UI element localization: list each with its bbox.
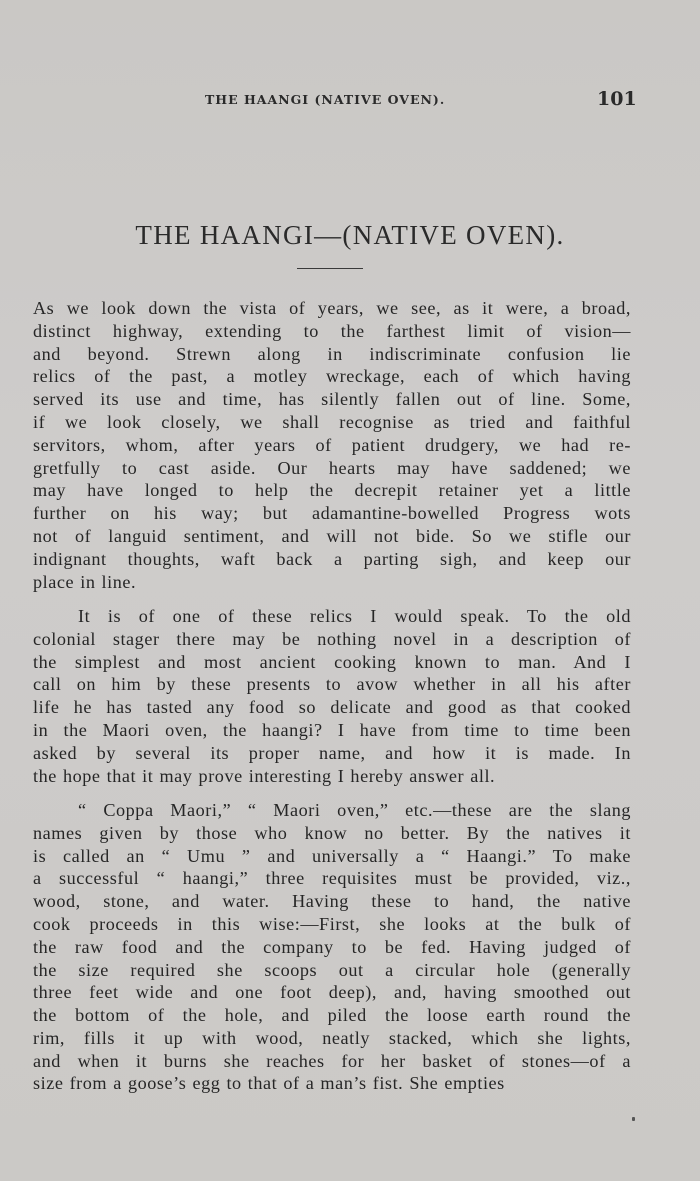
text-line: the raw food and the company to be fed. Having judged of [33,936,631,957]
title-rule [297,268,363,269]
text-line: distinct highway, extending to the farthest limit of vision— [33,320,631,341]
text-line: wood, stone, and water. Having these to hand, the native [33,891,631,912]
chapter-title: THE HAANGI—(NATIVE OVEN). [135,220,565,250]
text-line: not of languid sentiment, and will not bide. So we stifle our [33,525,631,546]
text-line: “ Coppa Maori,” “ Maori oven,” etc.—these are the slang [78,799,631,820]
text-line: life he has tasted any food so delicate and good as that cooked [33,697,631,718]
text-line: relics of the past, a motley wreckage, each of which having [33,366,631,387]
text-line: the simplest and most ancient cooking known to man. And I [33,651,631,672]
text-line: if we look closely, we shall recognise as tried and faithful [33,411,631,432]
text-line: in the Maori oven, the haangi? I have from time to time been [33,719,631,740]
text-line: further on his way; but adamantine-bowelled Progress wots [33,503,631,524]
running-head: THE HAANGI (NATIVE OVEN). [205,92,446,107]
text-line: cook proceeds in this wise:—First, she looks at the bulk of [33,913,631,934]
text-line: the bottom of the hole, and piled the loose earth round the [33,1005,631,1026]
page-number: 101 [597,88,637,110]
text-line: three feet wide and one foot deep), and, having smoothed out [33,982,631,1003]
paragraph-2 [33,605,631,787]
text-line: asked by several its proper name, and how it is made. In [33,742,631,763]
text-line: and when it burns she reaches for her basket of stones—of a [33,1050,631,1071]
text-line: the size required she scoops out a circular hole (generally [33,959,631,980]
text-line: indignant thoughts, waft back a parting sigh, and keep our [33,548,631,569]
text-line: place in line. [33,571,137,592]
text-line: served its use and time, has silently fallen out of line. Some, [33,389,631,410]
ink-speck [632,1117,635,1121]
text-line: may have longed to help the decrepit retainer yet a little [33,480,631,501]
text-line: gretfully to cast aside. Our hearts may have saddened; we [33,457,631,478]
paragraph-3 [33,799,631,1095]
text-line: call on him by these presents to avow whether in all his after [33,674,631,695]
text-line: servitors, whom, after years of patient drudgery, we had re- [33,434,631,455]
text-line: As we look down the vista of years, we see, as it were, a broad, [33,298,631,318]
text-line: rim, fills it up with wood, neatly stacked, which she lights, [33,1027,631,1048]
text-line: the hope that it may prove interesting I hereby answer all. [33,765,496,786]
text-line: is called an “ Umu ” and universally a “ Haangi.” To make [33,845,631,866]
text-line: names given by those who know no better. By the natives it [33,822,631,843]
text-line: size from a goose’s egg to that of a man’s fist. She empties [33,1073,505,1094]
text-line: a successful “ haangi,” three requisites must be provided, viz., [33,868,631,889]
paragraph-1 [33,297,631,593]
text-line: colonial stager there may be nothing novel in a description of [33,628,631,649]
body-text [33,297,631,1095]
text-line: It is of one of these relics I would speak. To the old [78,605,631,626]
text-line: and beyond. Strewn along in indiscriminate confusion lie [33,343,631,364]
